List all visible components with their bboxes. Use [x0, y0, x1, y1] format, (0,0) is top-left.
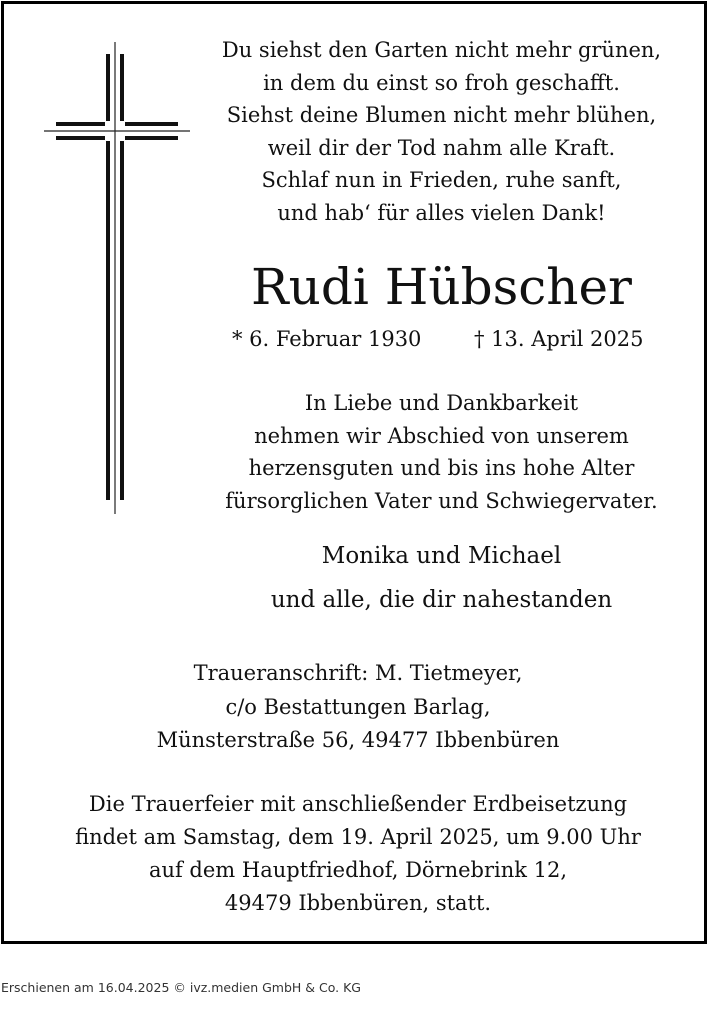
- ceremony-line: Die Trauerfeier mit anschließender Erdbeisetzung: [88, 792, 628, 816]
- funeral-details: [24, 788, 692, 920]
- mourning-address: [124, 657, 592, 758]
- poem-line: Du siehst den Garten nicht mehr grünen,: [221, 38, 662, 62]
- address-line: c/o Bestattungen Barlag,: [225, 694, 491, 719]
- mourner-line: Monika und Michael: [321, 543, 562, 569]
- ceremony-line: findet am Samstag, dem 19. April 2025, um 9.00 Uhr: [75, 825, 641, 849]
- farewell-line: In Liebe und Dankbarkeit: [304, 391, 579, 415]
- ceremony-line: auf dem Hauptfriedhof, Dörnebrink 12,: [148, 858, 568, 882]
- publication-footer: Erschienen am 16.04.2025 © ivz.medien GmbH & Co. KG: [1, 980, 361, 995]
- poem-line: Siehst deine Blumen nicht mehr blühen,: [226, 103, 657, 127]
- obituary-notice: [1, 1, 707, 944]
- mourners: [204, 534, 679, 622]
- cross-icon: [42, 40, 192, 516]
- poem-line: in dem du einst so froh geschafft.: [263, 70, 620, 95]
- poem-line: Schlaf nun in Frieden, ruhe sanft,: [261, 168, 622, 192]
- poem-line: und hab‘ für alles vielen Dank!: [277, 200, 606, 225]
- address-line: Münsterstraße 56, 49477 Ibbenbüren: [156, 728, 560, 752]
- farewell-line: herzensguten und bis ins hohe Alter: [248, 456, 635, 480]
- farewell-line: nehmen wir Abschied von unserem: [254, 423, 629, 448]
- memorial-poem: [204, 34, 679, 229]
- mourner-line: und alle, die dir nahestanden: [270, 587, 613, 613]
- farewell-text: [204, 387, 679, 517]
- deceased-name: Rudi Hübscher: [251, 258, 632, 316]
- birth-date: * 6. Februar 1930: [232, 327, 422, 351]
- ceremony-line: 49479 Ibbenbüren, statt.: [224, 891, 492, 915]
- death-date: † 13. April 2025: [474, 327, 644, 351]
- address-line: Traueranschrift: M. Tietmeyer,: [193, 661, 523, 685]
- poem-line: weil dir der Tod nahm alle Kraft.: [267, 135, 616, 160]
- farewell-line: fürsorglichen Vater und Schwiegervater.: [225, 488, 658, 513]
